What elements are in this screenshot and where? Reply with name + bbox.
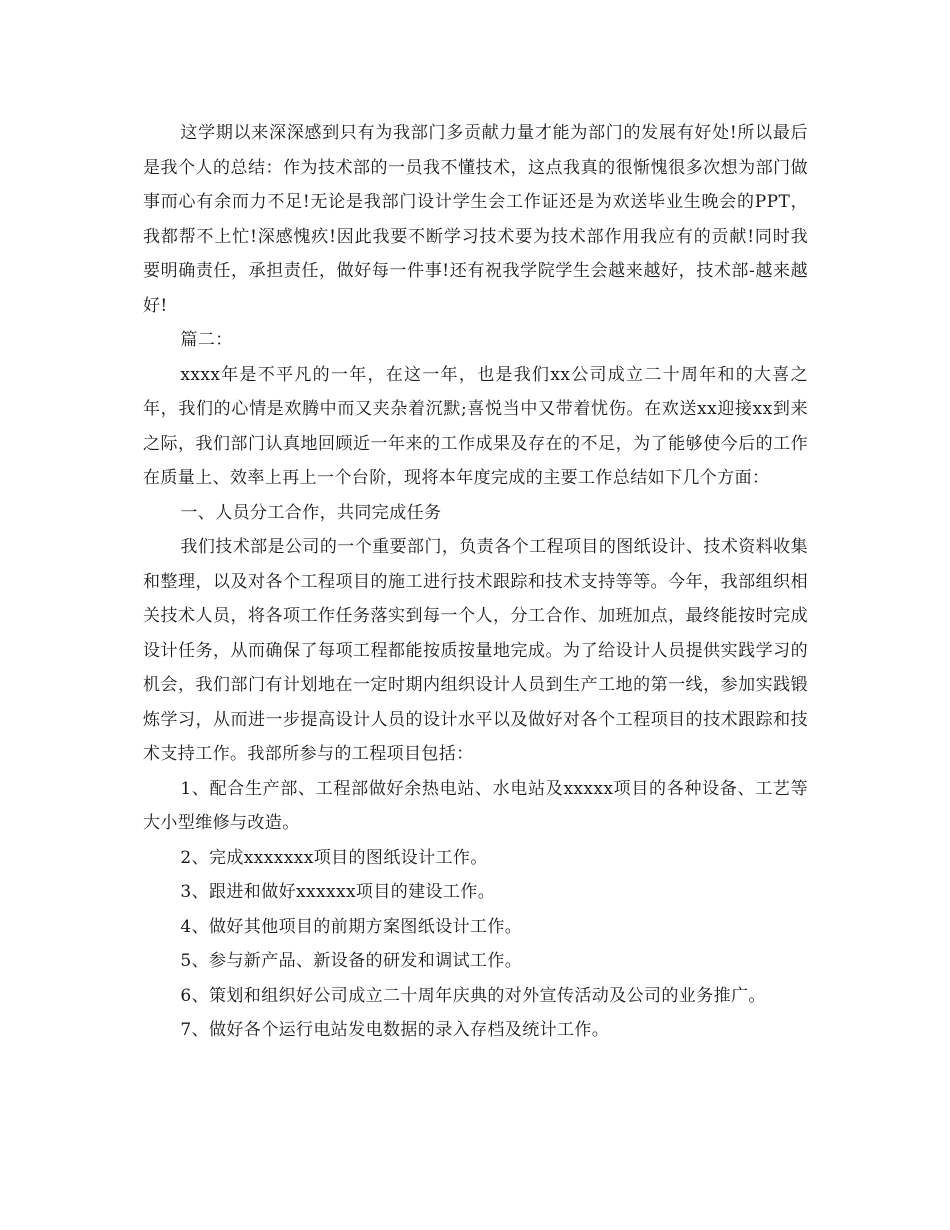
paragraph-tech-department: 我们技术部是公司的一个重要部门，负责各个工程项目的图纸设计、技术资料收集和整理，以及对各个工程项目的施工进行技术跟踪和技术支持等等。今年，我部组织相关技术人员，将各项工作任务落实到每一个人，分工合作、加班加点，最终能按时完成设计任务，从而确保了每项工程都能按质按量地完成。为了给设计人员提供实践学习的机会，我们部门有计划地在一定时期内组织设计人员到生产工地的第一线，参加实践锻炼学习，从而进一步提高设计人员的设计水平以及做好对各个工程项目的技术跟踪和技术支持工作。我部所参与的工程项目包括： (143, 537, 808, 764)
list-item: 5、参与新产品、新设备的研发和调试工作。 (180, 951, 523, 971)
paragraph-summary: 这学期以来深深感到只有为我部门多贡献力量才能为部门的发展有好处!所以最后是我个人的总结：作为技术部的一员我不懂技术，这点我真的很惭愧很多次想为部门做事而心有余而力不足!无论是我部门设计学生会工作证还是为欢送毕业生晚会的PPT，我都帮不上忙!深感愧疚!因此我要不断学习技术要为技术部作用我应有的贡献!同时我要明确责任，承担责任，做好每一件事!还有祝我学院学生会越来越好，技术部-越来越好! (143, 123, 808, 316)
document-body (143, 116, 808, 1048)
list-item: 2、完成xxxxxxx项目的图纸设计工作。 (180, 847, 488, 868)
list-item: 4、做好其他项目的前期方案图纸设计工作。 (180, 916, 523, 937)
list-item: 7、做好各个运行电站发电数据的录入存档及统计工作。 (180, 1020, 610, 1040)
list-item: 3、跟进和做好xxxxxx项目的建设工作。 (180, 882, 496, 902)
section-heading-one: 一、人员分工合作，共同完成任务 (180, 502, 442, 523)
list-item: 6、策划和组织好公司成立二十周年庆典的对外宣传活动及公司的业务推广。 (180, 985, 766, 1006)
section-heading-part-two: 篇二： (180, 330, 233, 350)
list-item: 1、配合生产部、工程部做好余热电站、水电站及xxxxx项目的各种设备、工艺等大小型维修与改造。 (143, 778, 808, 833)
paragraph-intro: xxxx年是不平凡的一年，在这一年，也是我们xx公司成立二十周年和的大喜之年，我们的心情是欢腾中而又夹杂着沉默;喜悦当中又带着忧伤。在欢送xx迎接xx到来之际，我们部门认真地回顾近一年来的工作成果及存在的不足，为了能够使今后的工作在质量上、效率上再上一个台阶，现将本年度完成的主要工作总结如下几个方面： (143, 364, 808, 488)
